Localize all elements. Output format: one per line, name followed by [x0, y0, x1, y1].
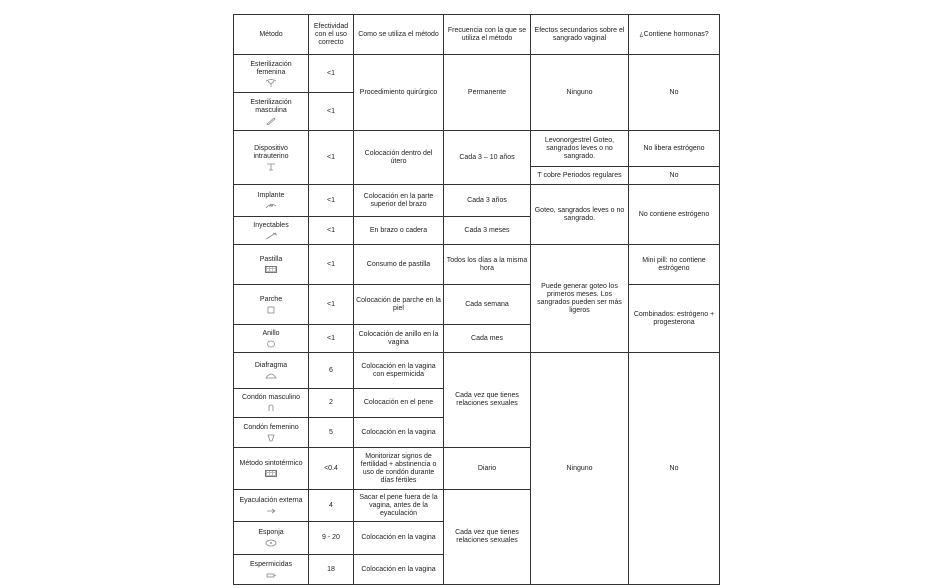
- sponge-icon: [264, 539, 278, 547]
- method-cell: [234, 448, 309, 490]
- withdrawal-icon: [264, 507, 278, 515]
- method-cell: [234, 325, 309, 353]
- method-name: Dispositivo intrauterino: [253, 144, 289, 160]
- method-cell: [234, 185, 309, 217]
- header-method: Método: [234, 15, 309, 55]
- side-effects-cell: Goteo, sangrados leves o no sangrado.: [531, 185, 629, 245]
- method-name: Anillo: [262, 329, 280, 337]
- effectiveness-cell: 18: [309, 555, 354, 585]
- table-row: [234, 131, 720, 167]
- frequency-cell: Cada 3 – 10 años: [444, 131, 531, 185]
- how-cell: Colocación dentro del útero: [354, 131, 444, 185]
- method-name: Espermicidas: [249, 560, 292, 568]
- header-row: [234, 15, 720, 55]
- how-cell: Colocación en la vagina con espermicida: [354, 353, 444, 389]
- how-cell: Colocación de anillo en la vagina: [354, 325, 444, 353]
- how-cell: Consumo de pastilla: [354, 245, 444, 285]
- effectiveness-cell: <1: [309, 217, 354, 245]
- frequency-cell: Cada semana: [444, 285, 531, 325]
- effectiveness-cell: <1: [309, 245, 354, 285]
- method-name: Método sintotérmico: [239, 460, 303, 467]
- hormones-cell: No: [629, 55, 720, 131]
- table-row: [234, 285, 720, 325]
- method-cell: [234, 55, 309, 93]
- header-effectiveness: Efectividad con el uso correcto: [309, 15, 354, 55]
- method-cell: [234, 522, 309, 555]
- patch-icon: [264, 306, 278, 314]
- method-name: Eyaculación externa: [239, 496, 303, 504]
- implant-icon: [264, 202, 278, 210]
- hormones-cell: Combinados: estrógeno + progesterona: [629, 285, 720, 353]
- frequency-cell: Cada vez que tienes relaciones sexuales: [444, 490, 531, 585]
- effectiveness-cell: 2: [309, 389, 354, 418]
- ring-icon: [264, 340, 278, 348]
- method-cell: [234, 418, 309, 448]
- effectiveness-cell: 5: [309, 418, 354, 448]
- diaphragm-icon: [264, 372, 278, 380]
- method-cell: [234, 389, 309, 418]
- side-effects-cell: Levonorgestrel Goteo, sangrados leves o no sangrado.: [531, 131, 629, 167]
- how-cell: Colocación en la vagina: [354, 522, 444, 555]
- hormones-cell: No: [629, 353, 720, 585]
- table-row: [234, 245, 720, 285]
- how-cell: Colocación en el pene: [354, 389, 444, 418]
- table-row: [234, 55, 720, 93]
- male-condom-icon: [264, 404, 278, 412]
- method-name: Inyectables: [253, 221, 289, 229]
- header-side-effects: Efectos secundarios sobre el sangrado vaginal: [531, 15, 629, 55]
- method-cell: [234, 93, 309, 131]
- effectiveness-cell: 6: [309, 353, 354, 389]
- effectiveness-cell: <1: [309, 185, 354, 217]
- method-cell: [234, 245, 309, 285]
- method-name: Diafragma: [254, 361, 288, 369]
- method-cell: [234, 131, 309, 185]
- frequency-cell: Permanente: [444, 55, 531, 131]
- method-cell: [234, 353, 309, 389]
- uterus-icon: [264, 79, 278, 87]
- method-name: Esterilización femenina: [250, 60, 292, 76]
- how-cell: Colocación en la parte superior del brazo: [354, 185, 444, 217]
- table-row: [234, 353, 720, 389]
- pill-pack-icon: [265, 266, 277, 273]
- how-cell: Sacar el pene fuera de la vagina, antes de la eyaculación: [354, 490, 444, 522]
- hormones-cell: Mini pill: no contiene estrógeno: [629, 245, 720, 285]
- effectiveness-cell: <1: [309, 93, 354, 131]
- how-cell: Monitorizar signos de fertilidad + abstinencia o uso de condón durante días fértiles: [354, 448, 444, 490]
- hormones-cell: No: [629, 167, 720, 185]
- header-frequency: Frecuencia con la que se utiliza el método: [444, 15, 531, 55]
- header-how: Como se utiliza el método: [354, 15, 444, 55]
- side-effects-cell: Ninguno: [531, 55, 629, 131]
- frequency-cell: Todos los días a la misma hora: [444, 245, 531, 285]
- how-cell: Colocación de parche en la piel: [354, 285, 444, 325]
- effectiveness-cell: <1: [309, 131, 354, 185]
- effectiveness-cell: <1: [309, 325, 354, 353]
- side-effects-cell: Puede generar goteo los primeros meses. Los sangrados pueden ser más ligeros: [531, 245, 629, 353]
- effectiveness-cell: 9 - 20: [309, 522, 354, 555]
- contraception-table-page: [233, 14, 719, 580]
- method-name: Implante: [257, 191, 285, 199]
- hormones-cell: No contiene estrógeno: [629, 185, 720, 245]
- how-cell: En brazo o cadera: [354, 217, 444, 245]
- method-cell: [234, 285, 309, 325]
- calendar-icon: [265, 470, 277, 477]
- table-row: [234, 185, 720, 217]
- method-name: Pastilla: [259, 256, 283, 263]
- header-hormones: ¿Contiene hormonas?: [629, 15, 720, 55]
- side-effects-cell: T cobre Periodos regulares: [531, 167, 629, 185]
- frequency-cell: Cada 3 meses: [444, 217, 531, 245]
- method-name: Parche: [259, 295, 283, 303]
- spermicide-icon: [264, 571, 278, 579]
- how-cell: Colocación en la vagina: [354, 418, 444, 448]
- how-cell: Procedimiento quirúrgico: [354, 55, 444, 131]
- side-effects-cell: Ninguno: [531, 353, 629, 585]
- syringe-icon: [264, 232, 278, 240]
- frequency-cell: Diario: [444, 448, 531, 490]
- effectiveness-cell: <1: [309, 55, 354, 93]
- frequency-cell: Cada mes: [444, 325, 531, 353]
- method-name: Esterilización masculina: [250, 98, 292, 114]
- hormones-cell: No libera estrógeno: [629, 131, 720, 167]
- contraception-table: [233, 14, 720, 585]
- method-name: Condón femenino: [243, 423, 299, 431]
- method-name: Condón masculino: [242, 394, 300, 401]
- method-cell: [234, 490, 309, 522]
- method-cell: [234, 217, 309, 245]
- effectiveness-cell: <1: [309, 285, 354, 325]
- how-cell: Colocación en la vagina: [354, 555, 444, 585]
- effectiveness-cell: 4: [309, 490, 354, 522]
- effectiveness-cell: <0.4: [309, 448, 354, 490]
- frequency-cell: Cada vez que tienes relaciones sexuales: [444, 353, 531, 448]
- scalpel-icon: [264, 117, 278, 125]
- method-cell: [234, 555, 309, 585]
- iud-icon: [264, 163, 278, 171]
- method-name: Esponja: [258, 529, 284, 536]
- female-condom-icon: [264, 434, 278, 442]
- frequency-cell: Cada 3 años: [444, 185, 531, 217]
